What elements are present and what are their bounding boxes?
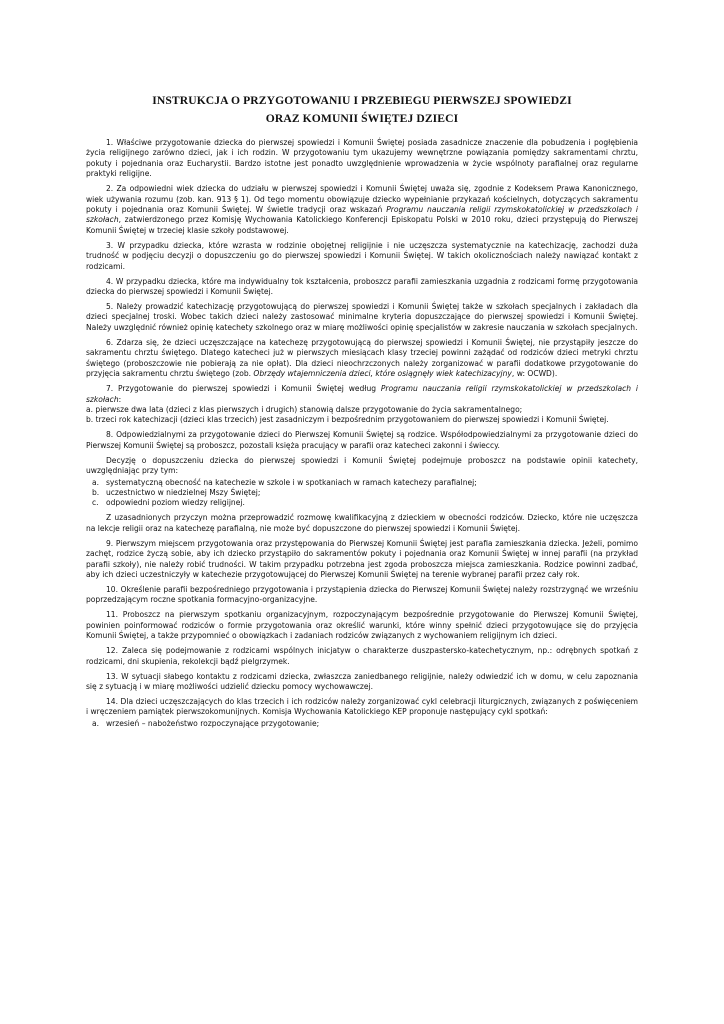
criteria-item [86,478,638,488]
document-title [86,92,638,128]
cycle-list [86,719,638,729]
paragraph-11: 11. Proboszcz na pierwszym spotkaniu organizacyjnym, rozpoczynającym bezpośrednie przygotowanie do Pierwszej Komunii Świętej, powinien poinformować rodziców o formie przygotowania oraz określić warunki, które winny spełnić dzieci przygotowujące się do przyjęcia Komunii Świętej, a także przypomnieć o obowiązkach i zadaniach rodziców związanych z wychowaniem religijnym ich dzieci. [86,610,638,641]
paragraph-8-interview: Z uzasadnionych przyczyn można przeprowadzić rozmowę kwalifikacyjną z dzieckiem w obecności rodziców. Dziecko, które nie uczęszcza na lekcje religii oraz na katechezę parafialną, nie może być dopuszczone do pierwszej spowiedzi i Komunii Świętej. [86,513,638,533]
paragraph-6-text-b: , w: OCWD). [511,369,558,379]
criteria-marker: b. [92,487,100,497]
criteria-item [86,488,638,498]
criteria-text: odpowiedni poziom wiedzy religijnej. [106,498,245,508]
paragraph-6-ocwd-title: Obrzędy wtajemniczenia dzieci, które osiągnęły wiek katechizacyjny [253,369,512,379]
criteria-marker: a. [92,477,100,487]
title-line-2: ORAZ KOMUNII ŚWIĘTEJ DZIECI [265,112,459,125]
paragraph-7-text-b: : [118,394,122,404]
paragraph-8-decision: Decyzję o dopuszczeniu dziecka do pierwszej spowiedzi i Komunii Świętej podejmuje proboszcz na podstawie opinii katechety, uwzględniając przy tym: [86,455,638,476]
paragraph-7-item-a: a. pierwsze dwa lata (dzieci z klas pierwszych i drugich) stanowią dalsze przygotowanie do życia sakramentalnego; [86,404,523,414]
criteria-text: uczestnictwo w niedzielnej Mszy Świętej; [106,487,261,497]
paragraph-14: 14. Dla dzieci uczęszczających do klas trzecich i ich rodziców należy zorganizować cykl celebracji liturgicznych, związanych z poświęceniem i wręczeniem pamiątek pierwszokomunijnych. Komisja Wychowania Katolickiego KEP proponuje następujący cykl spotkań: [86,697,638,717]
paragraph-2-text-a: 2. Za odpowiedni wiek dziecka do udziału w pierwszej spowiedzi i Komunii Świętej uważa się, zgodnie z Kodeksem Prawa Kanonicznego, wiek używania rozumu (zob. kan. 913 § 1). Od tego momentu obowiązuje dziecko wypełnianie przykazań kościelnych, dotyczących sakramentu pokuty i pojednania oraz Komunii Świętej. W świetle tradycji oraz wskazań [86,184,638,215]
criteria-text: systematyczną obecność na katechezie w szkole i w spotkaniach w ramach katechezy parafialnej; [106,477,477,487]
paragraph-13: 13. W sytuacji słabego kontaktu z rodzicami dziecka, zwłaszcza zaniedbanego religijnie, należy odwiedzić ich w domu, w celu zapoznania się z sytuacją i w miarę możliwości udzielić dziecku pomocy wychowawczej. [86,671,638,691]
paragraph-4: 4. W przypadku dziecka, które ma indywidualny tok kształcenia, proboszcz parafii zamieszkania uzgadnia z rodzicami formę przygotowania dziecka do pierwszej spowiedzi i Komunii Świętej. [86,276,638,297]
paragraph-9: 9. Pierwszym miejscem przygotowania oraz przystępowania do Pierwszej Komunii Świętej jest parafia zamieszkania dziecka. Jeżeli, pomimo zachęt, rodzice życzą sobie, aby ich dziecko przystąpiło do sakramentów pokuty i pojednania oraz Komunii Świętej w innej parafii (na przykład parafii szkoły), nie należy robić trudności. W takim przypadku potrzebna jest zgoda proboszcza miejsca zamieszkania. Rodzice powinni zadbać, aby ich dzieci uczestniczyły w katechezie przygotowującej do Pierwszej Komunii Świętej na terenie wybranej parafii przez cały rok. [86,538,638,579]
paragraph-5: 5. Należy prowadzić katechizację przygotowującą do pierwszej spowiedzi i Komunii Świętej także w szkołach specjalnych i zakładach dla dzieci specjalnej troski. Wobec takich dzieci należy zastosować minimalne kryteria dopuszczające do pierwszej spowiedzi i Komunii Świętej. Należy uwzględnić również opinię katechety szkolnego oraz w miarę możliwości opinię specjalistów w zakresie nauczania w szkołach specjalnych. [86,302,638,332]
paragraph-2-text-b: , zatwierdzonego przez Komisję Wychowania Katolickiego Konferencji Episkopatu Polski w 2010 roku, dzieci przystępują do Pierwszej Komunii Świętej w trzeciej klasie szkoły podstawowej. [86,215,638,235]
paragraph-6-text-a: 6. Zdarza się, że dzieci uczęszczające na katechezę przygotowującą do pierwszej spowiedzi i Komunii Świętej, nie przystąpiły jeszcze do sakramentu chrztu świętego. Dlatego katecheci już w pierwszych miesiącach klasy trzeciej powinni zażądać od rodziców dzieci metryki chrztu świętego (proboszczowie nie pobierają za nie opłat). Dla dzieci nieochrzczonych należy zorganizować w parafii dodatkowe przygotowanie do przyjęcia sakramentu chrztu świętego (zob. [86,337,638,379]
criteria-list [86,478,638,509]
criteria-marker: c. [92,498,99,508]
cycle-marker: a. [92,718,100,728]
criteria-item [86,498,638,508]
paragraph-12: 12. Zaleca się podejmowanie z rodzicami wspólnych inicjatyw o charakterze duszpastersko-katechetycznym, np.: odrębnych spotkań z rodzicami, dni skupienia, rekolekcji bądź pielgrzymek. [86,646,638,666]
paragraph-2-program-title: Programu nauczania religii rzymskokatolickiej w przedszkolach i szkołach [86,205,639,225]
paragraph-1: 1. Właściwe przygotowanie dziecka do pierwszej spowiedzi i Komunii Świętej posiada zasadnicze znaczenie dla pobudzenia i pogłębienia życia religijnego zarówno dzieci, jak i ich rodzin. W przygotowaniu tym ukazujemy wewnętrzne powiązania pomiędzy sakramentami chrztu, pokuty i pojednania oraz Eucharystii. Bardzo istotne jest ponadto uwzględnienie wprowadzenia w życie wspólnoty parafialnej oraz regularne praktyki religijne. [86,138,638,179]
document-page [86,92,638,734]
paragraph-7 [86,384,638,405]
paragraph-7-program-title: Programu nauczania religii rzymskokatolickiej w przedszkolach i szkołach [86,384,638,404]
paragraph-10: 10. Określenie parafii bezpośredniego przygotowania i przystąpienia dziecka do Pierwszej Komunii Świętej należy rozstrzygnąć we wrześniu poprzedzającym roczne spotkania formacyjno-organizacyjne. [86,584,638,605]
document-body [86,138,638,729]
paragraph-2 [86,184,638,236]
paragraph-3: 3. W przypadku dziecka, które wzrasta w rodzinie obojętnej religijnie i nie uczęszcza systematycznie na katechizację, zachodzi duża trudność w podjęciu decyzji o dopuszczeniu go do pierwszej spowiedzi i Komunii Świętej. W takich okolicznościach należy nawiązać kontakt z rodzicami. [86,240,638,271]
paragraph-7-sublist [86,405,638,426]
paragraph-6 [86,338,638,380]
paragraph-7-text-a: 7. Przygotowanie do pierwszej spowiedzi i Komunii Świętej według [106,384,381,394]
paragraph-7-item-b: b. trzeci rok katechizacji (dzieci klas trzecich) jest zasadniczym i bezpośrednim przygotowaniem do pierwszej spowiedzi i Komunii Świętej. [86,415,609,425]
cycle-text: wrzesień – nabożeństwo rozpoczynające przygotowanie; [106,718,320,728]
title-line-1: INSTRUKCJA O PRZYGOTOWANIU I PRZEBIEGU PIERWSZEJ SPOWIEDZI [152,94,572,107]
paragraph-8: 8. Odpowiedzialnymi za przygotowanie dzieci do Pierwszej Komunii Świętej są rodzice. Współodpowiedzialnymi za przygotowanie dzieci do Pierwszej Komunii Świętej są proboszcz, pozostali księża pracujący w parafii oraz katecheci zakonni i świeccy. [86,430,638,450]
cycle-item [86,719,638,729]
